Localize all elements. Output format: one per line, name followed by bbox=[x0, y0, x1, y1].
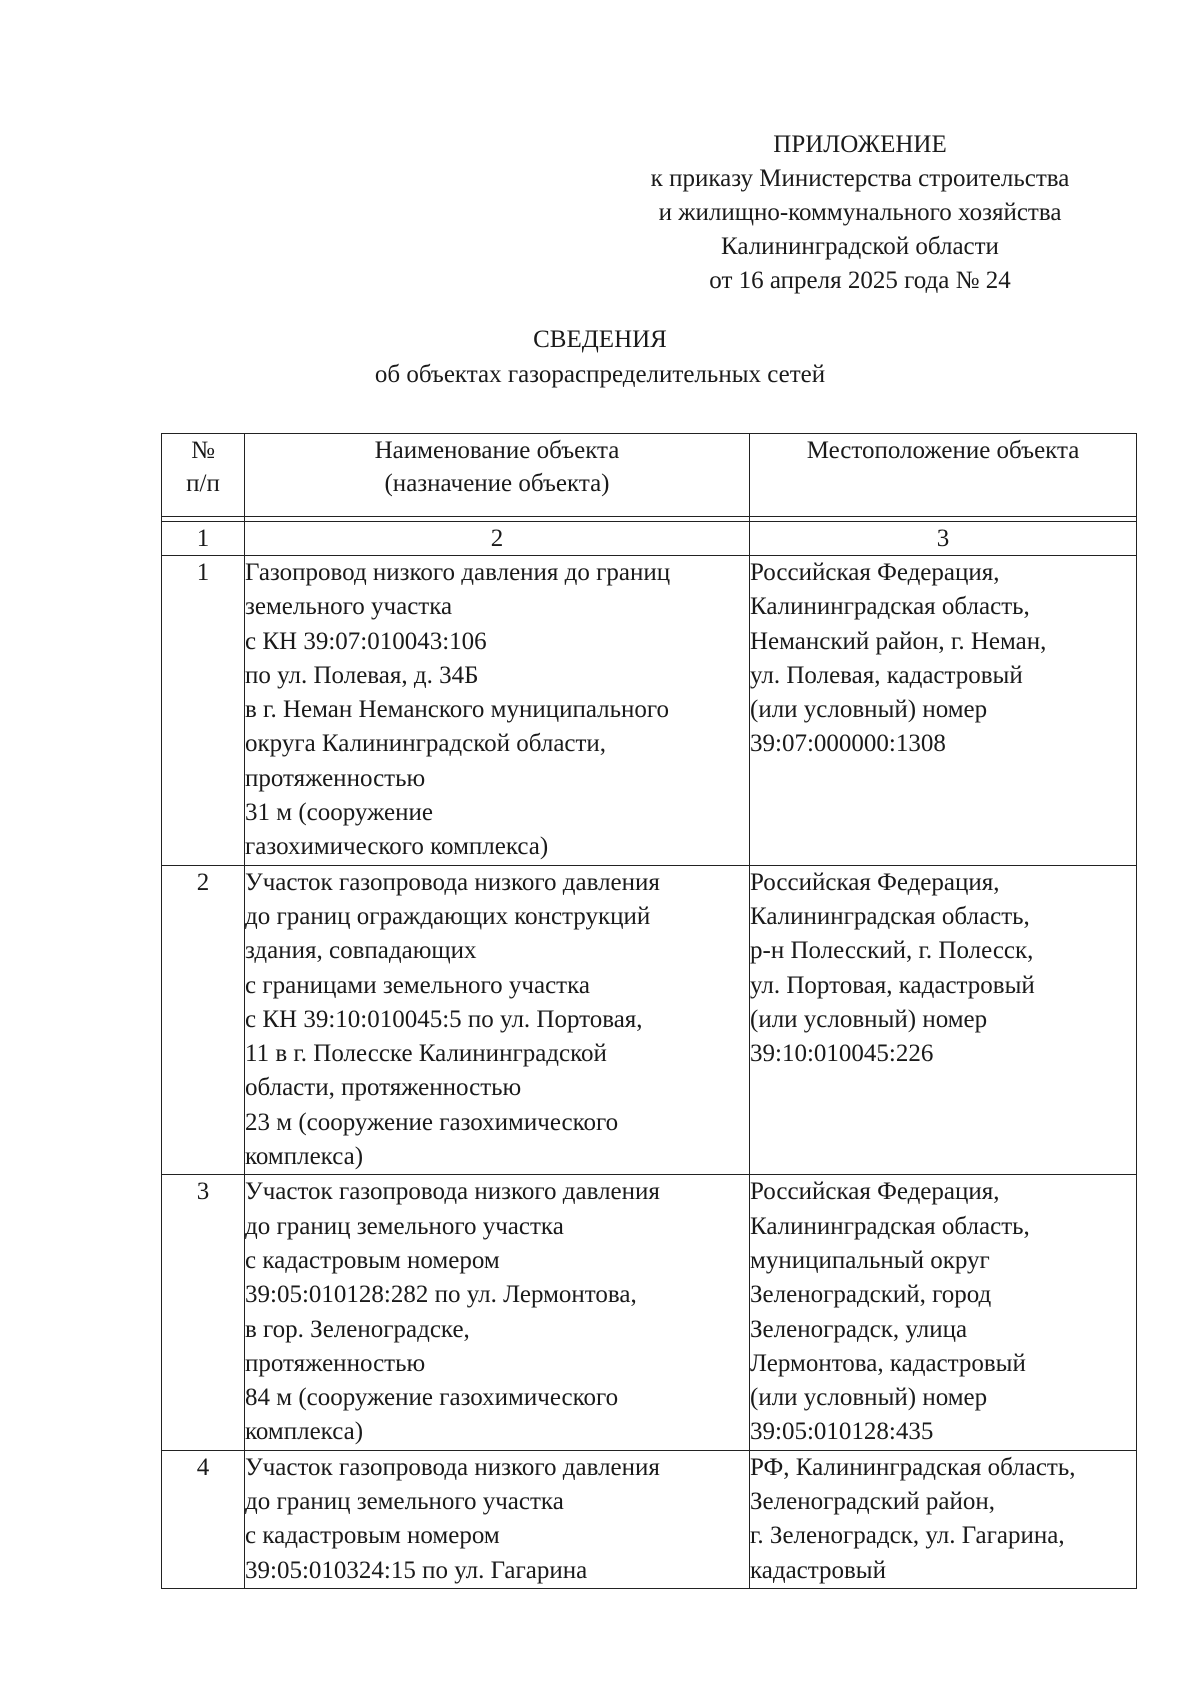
header-location bbox=[750, 434, 1137, 517]
object-location-line: ул. Полевая, кадастровый bbox=[750, 661, 1023, 689]
object-name-line: Участок газопровода низкого давления bbox=[245, 1178, 660, 1206]
column-number-row bbox=[162, 522, 1137, 556]
object-location-line: Зеленоградск, улица bbox=[750, 1315, 968, 1343]
object-name bbox=[245, 1175, 750, 1450]
object-location-line: Лермонтова, кадастровый bbox=[750, 1349, 1026, 1377]
object-name-line: протяженностью bbox=[245, 764, 426, 792]
object-name-line: по ул. Полевая, д. 34Б bbox=[245, 661, 479, 689]
object-location-line: р-н Полесский, г. Полесск, bbox=[750, 937, 1034, 965]
table-row bbox=[162, 1175, 1137, 1450]
object-location bbox=[750, 1450, 1137, 1588]
object-location bbox=[750, 1175, 1137, 1450]
object-location-line: 39:10:010045:226 bbox=[750, 1040, 934, 1068]
table-row bbox=[162, 865, 1137, 1175]
object-location-line: Зеленоградский район, bbox=[750, 1488, 995, 1516]
object-name-line: 31 м (сооружение bbox=[245, 799, 433, 827]
object-name-line: 23 м (сооружение газохимического bbox=[245, 1108, 619, 1136]
row-number: 4 bbox=[162, 1450, 245, 1588]
object-name-line: области, протяженностью bbox=[245, 1074, 522, 1102]
object-name-line: газохимического комплекса) bbox=[245, 833, 549, 861]
object-name-line: с кадастровым номером bbox=[245, 1522, 500, 1550]
object-name-line: с КН 39:07:010043:106 bbox=[245, 627, 487, 655]
column-number: 1 bbox=[162, 522, 245, 556]
object-location-line: 39:05:010128:435 bbox=[750, 1418, 934, 1446]
object-location-line: Калининградская область, bbox=[750, 593, 1030, 621]
header-num-line: № bbox=[191, 437, 215, 464]
table-row bbox=[162, 1450, 1137, 1588]
object-location-line: Калининградская область, bbox=[750, 902, 1030, 930]
object-location bbox=[750, 865, 1137, 1175]
appendix-line: к приказу Министерства строительства bbox=[650, 165, 1070, 192]
object-location-line: Российская Федерация, bbox=[750, 868, 1000, 896]
object-name-line: здания, совпадающих bbox=[245, 937, 477, 965]
object-name bbox=[245, 865, 750, 1175]
object-name-line: с КН 39:10:010045:5 по ул. Портовая, bbox=[245, 1005, 643, 1033]
table-header-row bbox=[162, 434, 1137, 517]
document-title: СВЕДЕНИЯ bbox=[533, 326, 667, 353]
object-location-line: (или условный) номер bbox=[750, 1005, 988, 1033]
header-location-line: Местоположение объекта bbox=[806, 437, 1080, 464]
object-location-line: (или условный) номер bbox=[750, 696, 988, 724]
object-location-line: Калининградская область, bbox=[750, 1212, 1030, 1240]
appendix-title: ПРИЛОЖЕНИЕ bbox=[773, 131, 947, 158]
object-name-line: земельного участка bbox=[245, 593, 453, 621]
header-name-line: Наименование объекта bbox=[374, 437, 620, 464]
object-name-line: Участок газопровода низкого давления bbox=[245, 1453, 660, 1481]
document-title-block bbox=[0, 322, 1200, 392]
object-location-line: кадастровый bbox=[750, 1556, 886, 1584]
table-row bbox=[162, 556, 1137, 866]
object-location-line: Российская Федерация, bbox=[750, 1178, 1000, 1206]
row-number: 2 bbox=[162, 865, 245, 1175]
object-name-line: Участок газопровода низкого давления bbox=[245, 868, 660, 896]
object-name-line: до границ ограждающих конструкций bbox=[245, 902, 651, 930]
object-location-line: Российская Федерация, bbox=[750, 559, 1000, 586]
object-name bbox=[245, 1450, 750, 1588]
object-name-line: до границ земельного участка bbox=[245, 1212, 564, 1240]
object-name-line: до границ земельного участка bbox=[245, 1488, 564, 1516]
row-number: 1 bbox=[162, 556, 245, 866]
object-name-line: в гор. Зеленоградске, bbox=[245, 1315, 470, 1343]
column-number: 3 bbox=[750, 522, 1137, 556]
object-name-line: комплекса) bbox=[245, 1418, 364, 1446]
appendix-line: и жилищно-коммунального хозяйства bbox=[658, 199, 1062, 226]
object-name-line: протяженностью bbox=[245, 1349, 426, 1377]
object-location-line: ул. Портовая, кадастровый bbox=[750, 971, 1035, 999]
header-name-line: (назначение объекта) bbox=[384, 470, 610, 497]
object-name-line: Газопровод низкого давления до границ bbox=[245, 559, 671, 586]
header-name bbox=[245, 434, 750, 517]
appendix-line: от 16 апреля 2025 года № 24 bbox=[709, 267, 1011, 294]
object-location-line: 39:07:000000:1308 bbox=[750, 730, 946, 758]
object-location-line: муниципальный округ bbox=[750, 1246, 990, 1274]
column-number: 2 bbox=[245, 522, 750, 556]
object-location-line: г. Зеленоградск, ул. Гагарина, bbox=[750, 1522, 1065, 1550]
objects-table bbox=[161, 433, 1137, 1589]
object-location bbox=[750, 556, 1137, 866]
object-name-line: 39:05:010128:282 по ул. Лермонтова, bbox=[245, 1281, 637, 1309]
header-num-line: п/п bbox=[186, 470, 220, 497]
object-name-line: с границами земельного участка bbox=[245, 971, 590, 999]
object-name-line: округа Калининградской области, bbox=[245, 730, 607, 758]
object-name-line: с кадастровым номером bbox=[245, 1246, 500, 1274]
appendix-line: Калининградской области bbox=[721, 233, 999, 260]
appendix-header bbox=[600, 128, 1120, 298]
document-subtitle: об объектах газораспределительных сетей bbox=[374, 361, 826, 388]
object-location-line: РФ, Калининградская область, bbox=[750, 1453, 1076, 1481]
row-number: 3 bbox=[162, 1175, 245, 1450]
object-name-line: комплекса) bbox=[245, 1143, 364, 1171]
object-name-line: 39:05:010324:15 по ул. Гагарина bbox=[245, 1556, 588, 1584]
object-name-line: в г. Неман Неманского муниципального bbox=[245, 696, 670, 724]
object-name-line: 11 в г. Полесске Калининградской bbox=[245, 1040, 607, 1068]
object-name bbox=[245, 556, 750, 866]
header-num bbox=[162, 434, 245, 517]
object-name-line: 84 м (сооружение газохимического bbox=[245, 1384, 619, 1412]
object-location-line: (или условный) номер bbox=[750, 1384, 988, 1412]
object-location-line: Неманский район, г. Неман, bbox=[750, 627, 1047, 655]
object-location-line: Зеленоградский, город bbox=[750, 1281, 992, 1309]
